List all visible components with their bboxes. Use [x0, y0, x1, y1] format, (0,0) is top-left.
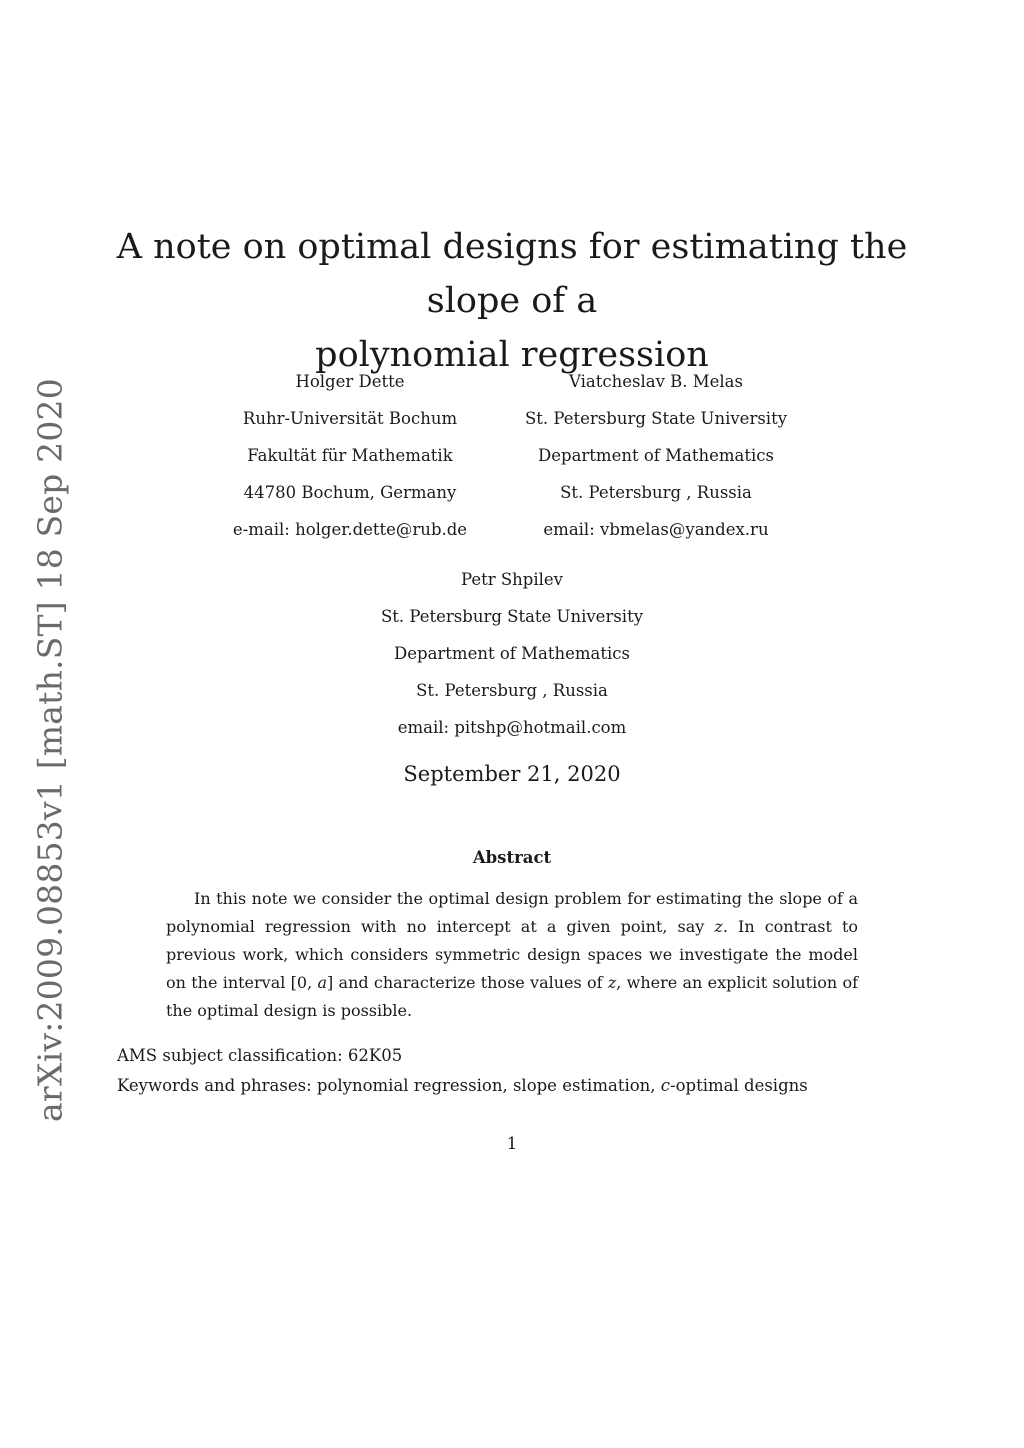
- abstract-text-1: In this note we consider the optimal design problem for estimating the slope of a polynomial regression with no intercept at a given point, say: [166, 889, 858, 936]
- keywords-suffix: -optimal designs: [670, 1076, 808, 1095]
- arxiv-sidebar: [28, 378, 72, 1122]
- abstract-var-z-2: z: [607, 973, 617, 992]
- author-institution: St. Petersburg State University: [524, 409, 788, 428]
- arxiv-identifier: arXiv:2009.08853v1 [math.ST] 18 Sep 2020: [30, 378, 70, 1122]
- author-melas: [506, 368, 806, 553]
- author-name: Holger Dette: [295, 372, 405, 391]
- author-email: email: pitshp@hotmail.com: [397, 718, 627, 737]
- author-department: Department of Mathematics: [538, 446, 774, 465]
- author-name: Petr Shpilev: [460, 570, 564, 589]
- keywords-prefix: Keywords and phrases: polynomial regression, slope estimation,: [117, 1076, 661, 1095]
- abstract-interval-open: [0,: [290, 973, 318, 992]
- author-email: e-mail: holger.dette@rub.de: [232, 520, 468, 539]
- author-institution: St. Petersburg State University: [380, 607, 644, 626]
- abstract-text-3: and characterize those values of: [333, 973, 608, 992]
- author-department: Department of Mathematics: [394, 644, 630, 663]
- author-address: 44780 Bochum, Germany: [243, 483, 457, 502]
- author-address: St. Petersburg , Russia: [416, 681, 608, 700]
- author-dette: [200, 368, 500, 553]
- abstract-var-z: z: [714, 917, 723, 936]
- paper-title: [100, 220, 924, 382]
- author-address: St. Petersburg , Russia: [560, 483, 752, 502]
- abstract-body: [166, 885, 858, 1025]
- author-block: [180, 368, 844, 548]
- page-number: 1: [506, 1134, 518, 1153]
- title-line-1: A note on optimal designs for estimating the slope of a: [116, 227, 908, 321]
- abstract-heading: Abstract: [472, 848, 552, 867]
- abstract-interval-close: ]: [327, 973, 334, 992]
- abstract-text-2: . In contrast to previous work, which considers symmetric design spaces we investigate the model on the interval: [166, 917, 859, 992]
- abstract-text-4: , where an explicit solution of the optimal design is possible.: [166, 973, 858, 1020]
- ams-classification: AMS subject classification: 62K05: [117, 1046, 403, 1065]
- keywords-var-c: c: [660, 1076, 671, 1095]
- title-line-2: polynomial regression: [315, 335, 709, 375]
- author-department: Fakultät für Mathematik: [247, 446, 453, 465]
- keywords: [117, 1076, 808, 1095]
- abstract-var-a: a: [317, 973, 327, 992]
- author-email: email: vbmelas@yandex.ru: [543, 520, 769, 539]
- author-institution: Ruhr-Universität Bochum: [242, 409, 458, 428]
- author-name: Viatcheslav B. Melas: [568, 372, 743, 391]
- author-shpilev: [312, 566, 712, 751]
- paper-date: September 21, 2020: [403, 762, 621, 786]
